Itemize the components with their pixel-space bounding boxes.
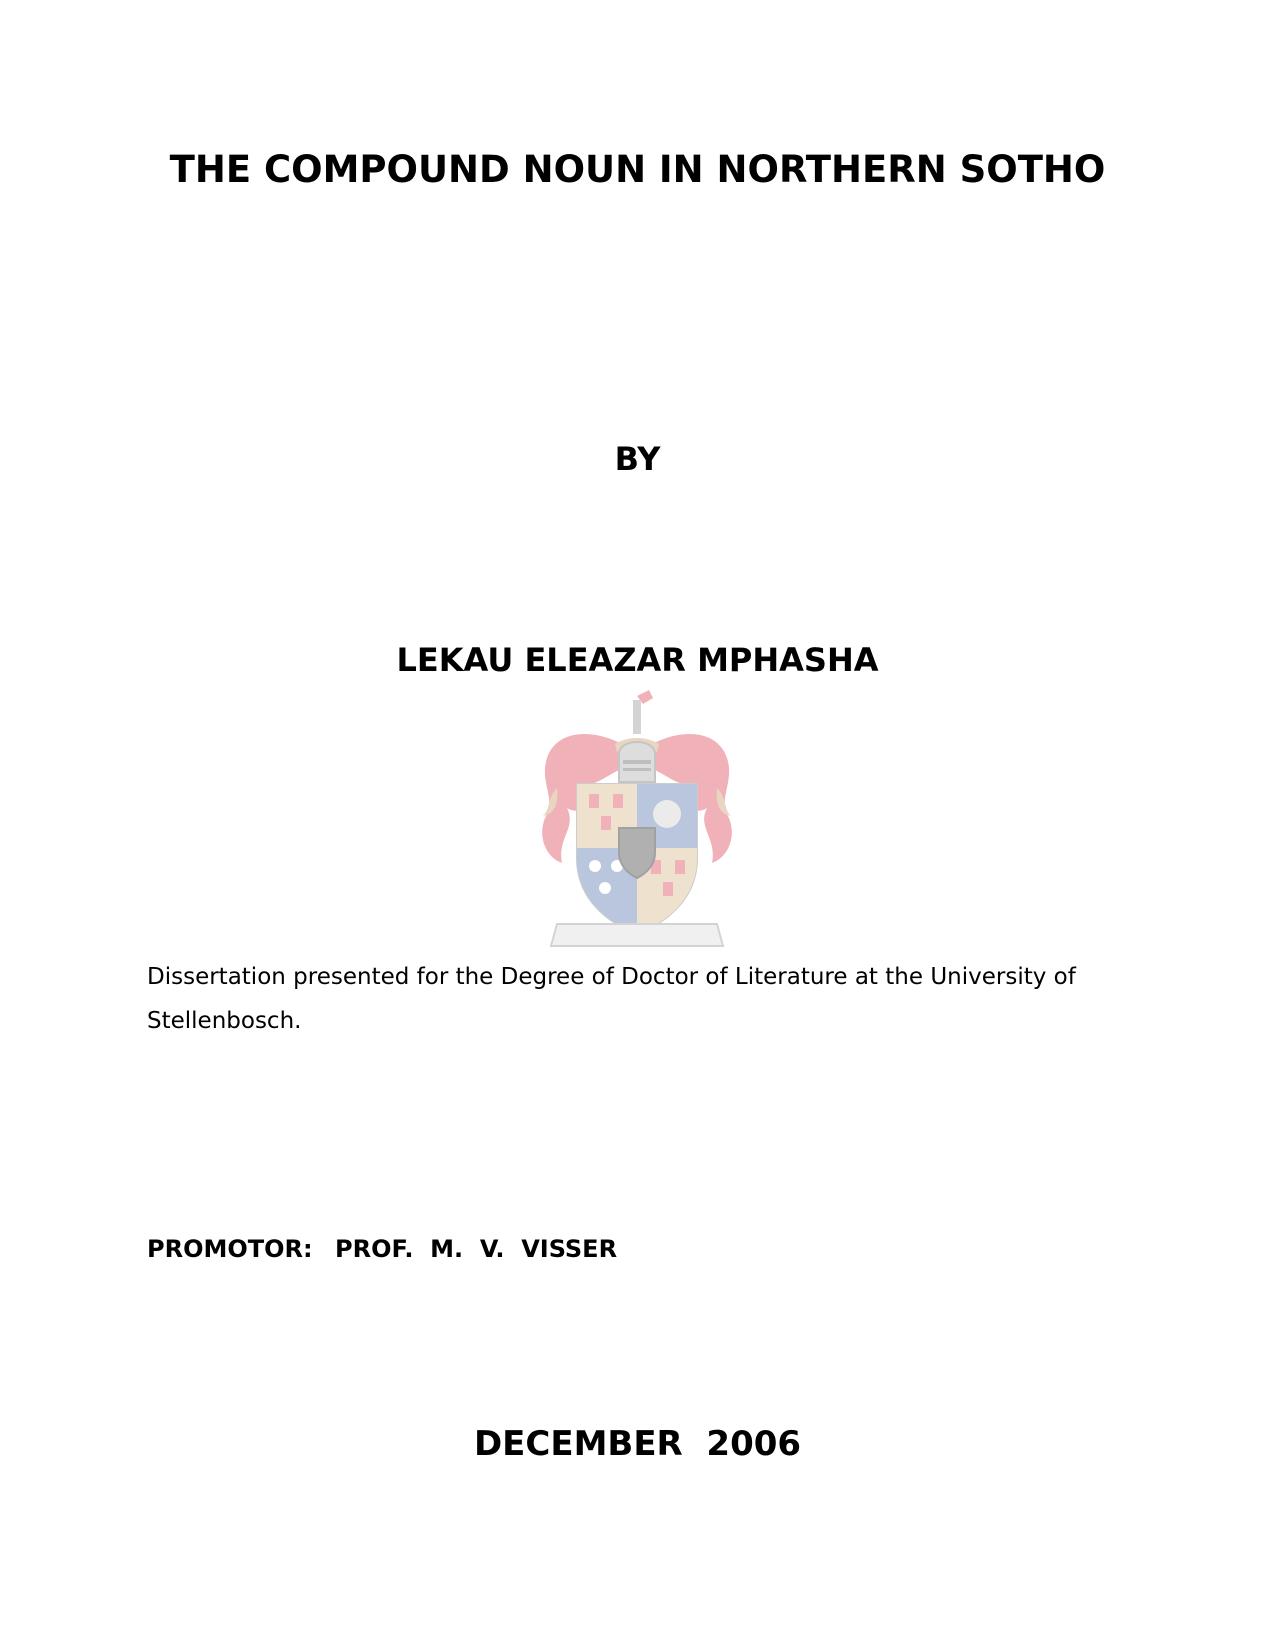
author-name: LEKAU ELEAZAR MPHASHA bbox=[396, 641, 879, 679]
dissertation-line-2: Stellenbosch. bbox=[147, 1008, 302, 1034]
promotor-label: PROMOTOR: bbox=[147, 1235, 313, 1263]
university-crest-icon bbox=[537, 688, 737, 956]
dissertation-line-1: Dissertation presented for the Degree of Doctor of Literature at the University of bbox=[147, 964, 1076, 990]
by-line: BY bbox=[614, 440, 661, 478]
promotor-line bbox=[147, 1235, 617, 1263]
page-title: THE COMPOUND NOUN IN NORTHERN SOTHO bbox=[169, 148, 1106, 191]
dissertation-statement bbox=[147, 955, 1147, 1043]
promotor-name: PROF. M. V. VISSER bbox=[335, 1235, 618, 1263]
submission-date: DECEMBER 2006 bbox=[473, 1424, 802, 1464]
